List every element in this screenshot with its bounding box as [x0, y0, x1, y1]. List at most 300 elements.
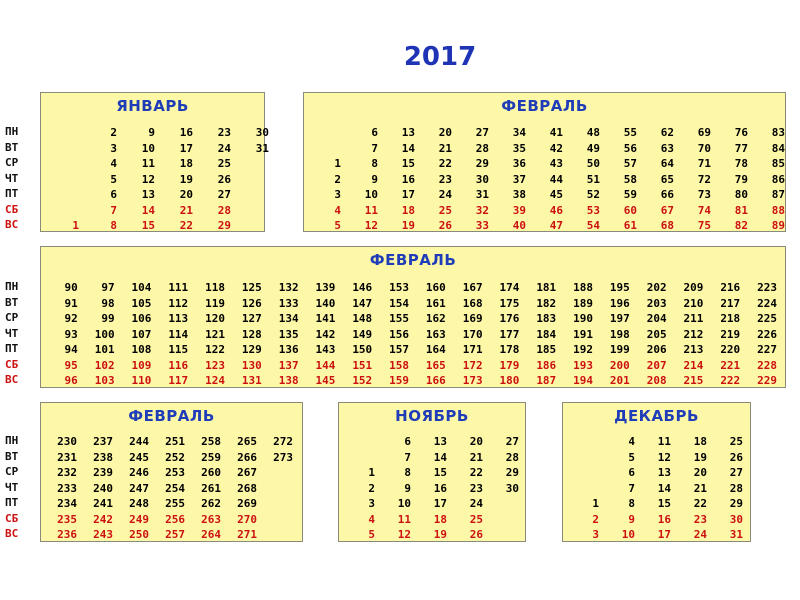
- day-cell: 136: [278, 343, 299, 356]
- day-cell: 1: [368, 466, 375, 479]
- day-label: ПН: [5, 434, 19, 447]
- day-cell: 22: [179, 219, 193, 232]
- day-label: ЧТ: [5, 171, 19, 185]
- day-cell: 2: [334, 172, 341, 186]
- day-cell: 179: [499, 358, 520, 372]
- day-cell: 26: [217, 172, 231, 186]
- day-cell: 143: [315, 343, 336, 356]
- day-cell: 19: [433, 528, 447, 541]
- day-cell: 172: [462, 358, 483, 372]
- day-cell: 10: [141, 141, 155, 155]
- day-cell: 28: [729, 481, 743, 495]
- day-cell: 18: [433, 512, 447, 526]
- day-cell: 49: [586, 141, 600, 155]
- day-cell: 240: [93, 481, 113, 495]
- day-cell: 18: [693, 435, 707, 448]
- day-cell: 8: [110, 219, 117, 232]
- day-cell: 235: [57, 512, 77, 526]
- day-label: СБ: [5, 511, 19, 525]
- day-cell: 15: [401, 157, 415, 170]
- day-cell: 166: [425, 374, 446, 387]
- day-cell: 80: [734, 188, 748, 201]
- day-cell: 48: [586, 126, 600, 139]
- day-cell: 165: [425, 358, 446, 372]
- day-cell: 20: [179, 188, 193, 201]
- day-cell: 23: [693, 512, 707, 526]
- day-cell: 205: [646, 327, 667, 341]
- day-cell: 4: [110, 157, 117, 170]
- day-cell: 17: [401, 188, 415, 201]
- month-box-february-2: [40, 246, 786, 388]
- day-cell: 163: [425, 327, 446, 341]
- month-title: ДЕКАБРЬ: [614, 407, 699, 425]
- day-cell: 92: [64, 312, 78, 325]
- day-cell: 227: [757, 343, 777, 356]
- day-cell: 25: [469, 512, 483, 526]
- day-cell: 249: [129, 512, 149, 526]
- day-cell: 18: [401, 203, 415, 217]
- day-cell: 43: [549, 157, 563, 170]
- day-cell: 31: [729, 528, 743, 541]
- day-cell: 132: [278, 281, 299, 294]
- day-cell: 101: [94, 343, 115, 356]
- day-cell: 129: [241, 343, 262, 356]
- day-cell: 216: [720, 281, 741, 294]
- day-cell: 84: [771, 141, 785, 155]
- day-cell: 26: [438, 219, 452, 232]
- day-cell: 117: [168, 374, 189, 387]
- day-cell: 111: [168, 281, 189, 294]
- day-cell: 82: [734, 219, 748, 232]
- day-cell: 178: [499, 343, 520, 356]
- day-cell: 81: [734, 203, 748, 217]
- day-label: СР: [5, 156, 19, 169]
- day-cell: 234: [57, 497, 77, 510]
- day-cell: 78: [734, 157, 748, 170]
- day-cell: 7: [404, 450, 411, 464]
- day-cell: 204: [646, 312, 667, 325]
- day-cell: 15: [433, 466, 447, 479]
- day-cell: 257: [165, 528, 185, 541]
- day-cell: 14: [433, 450, 447, 464]
- day-cell: 91: [64, 296, 78, 310]
- month-box-november: [338, 402, 526, 542]
- day-cell: 177: [499, 327, 520, 341]
- day-cell: 67: [660, 203, 674, 217]
- day-cell: 187: [536, 374, 557, 387]
- day-cell: 153: [389, 281, 409, 294]
- day-cell: 35: [512, 141, 526, 155]
- day-cell: 13: [141, 188, 155, 201]
- day-cell: 224: [757, 296, 777, 310]
- day-label: ВС: [5, 373, 19, 386]
- day-cell: 269: [237, 497, 257, 510]
- day-cell: 131: [241, 374, 262, 387]
- day-cell: 246: [129, 466, 149, 479]
- day-cell: 208: [646, 374, 667, 387]
- day-cell: 116: [168, 358, 189, 372]
- day-cell: 12: [397, 528, 411, 541]
- day-cell: 53: [586, 203, 600, 217]
- day-cell: 2: [368, 481, 375, 495]
- day-cell: 118: [205, 281, 225, 294]
- day-cell: 36: [512, 157, 526, 170]
- day-cell: 20: [693, 466, 707, 479]
- day-cell: 25: [438, 203, 452, 217]
- day-cell: 171: [462, 343, 483, 356]
- day-cell: 268: [237, 481, 257, 495]
- day-cell: 228: [757, 358, 777, 372]
- day-cell: 167: [462, 281, 483, 294]
- day-cell: 273: [273, 450, 293, 464]
- day-cell: 157: [389, 343, 409, 356]
- day-cell: 16: [657, 512, 671, 526]
- day-label: ПТ: [5, 187, 19, 200]
- day-cell: 10: [397, 497, 411, 510]
- day-cell: 114: [168, 327, 189, 341]
- day-cell: 6: [110, 188, 117, 201]
- day-cell: 238: [93, 450, 113, 464]
- day-cell: 147: [352, 296, 373, 310]
- day-cell: 212: [683, 327, 704, 341]
- day-cell: 15: [141, 219, 155, 232]
- day-cell: 128: [241, 327, 262, 341]
- day-label: ПН: [5, 280, 19, 293]
- day-cell: 1: [72, 219, 79, 232]
- day-cell: 19: [401, 219, 415, 232]
- day-cell: 14: [657, 481, 671, 495]
- day-cell: 37: [512, 172, 526, 186]
- day-cell: 254: [165, 481, 185, 495]
- month-title: ФЕВРАЛЬ: [501, 97, 588, 115]
- day-cell: 13: [433, 435, 447, 448]
- day-cell: 267: [237, 466, 257, 479]
- day-cell: 94: [64, 343, 78, 356]
- day-label: СБ: [5, 202, 19, 216]
- day-cell: 152: [352, 374, 373, 387]
- month-box-january: [40, 92, 269, 232]
- day-cell: 34: [512, 126, 526, 139]
- day-cell: 11: [364, 203, 378, 217]
- day-cell: 253: [165, 466, 185, 479]
- month-title: НОЯБРЬ: [395, 407, 469, 425]
- day-cell: 75: [697, 219, 711, 232]
- day-cell: 7: [628, 481, 635, 495]
- day-cell: 30: [475, 172, 489, 186]
- day-cell: 130: [241, 358, 262, 372]
- day-cell: 22: [469, 466, 483, 479]
- day-cell: 16: [401, 172, 415, 186]
- day-cell: 69: [697, 126, 711, 139]
- day-cell: 182: [536, 296, 557, 310]
- day-cell: 10: [621, 528, 635, 541]
- day-label: ВС: [5, 527, 19, 540]
- day-cell: 154: [389, 296, 409, 310]
- day-cell: 135: [278, 327, 299, 341]
- day-cell: 88: [771, 203, 785, 217]
- day-cell: 124: [205, 374, 225, 387]
- day-cell: 5: [334, 219, 341, 232]
- day-cell: 141: [315, 312, 336, 325]
- day-cell: 150: [352, 343, 373, 356]
- day-cell: 133: [278, 296, 299, 310]
- day-cell: 139: [315, 281, 336, 294]
- day-cell: 17: [179, 141, 193, 155]
- day-cell: 7: [110, 203, 117, 217]
- day-cell: 160: [425, 281, 446, 294]
- day-cell: 149: [352, 327, 373, 341]
- day-cell: 9: [404, 481, 411, 495]
- day-cell: 99: [101, 312, 115, 325]
- day-cell: 27: [475, 126, 489, 139]
- day-cell: 239: [93, 466, 113, 479]
- day-cell: 266: [237, 450, 257, 464]
- day-cell: 93: [64, 327, 78, 341]
- day-cell: 241: [93, 497, 113, 510]
- day-cell: 21: [693, 481, 707, 495]
- day-cell: 26: [729, 450, 743, 464]
- day-cell: 3: [368, 497, 375, 510]
- day-cell: 203: [646, 296, 667, 310]
- day-cell: 38: [512, 188, 526, 201]
- day-cell: 4: [334, 203, 341, 217]
- day-cell: 1: [334, 157, 341, 170]
- day-cell: 77: [734, 141, 748, 155]
- day-cell: 188: [573, 281, 593, 294]
- day-cell: 61: [623, 219, 637, 232]
- day-cell: 232: [57, 466, 77, 479]
- day-cell: 236: [57, 528, 77, 541]
- day-cell: 27: [217, 188, 231, 201]
- day-cell: 96: [64, 374, 78, 387]
- day-cell: 113: [168, 312, 189, 325]
- day-cell: 21: [438, 141, 452, 155]
- day-cell: 100: [94, 327, 115, 341]
- day-cell: 24: [438, 188, 452, 201]
- day-cell: 24: [469, 497, 483, 510]
- day-cell: 87: [771, 188, 785, 201]
- day-cell: 23: [438, 172, 452, 186]
- day-cell: 52: [586, 188, 600, 201]
- day-label: ВТ: [5, 449, 19, 463]
- day-cell: 207: [646, 358, 667, 372]
- day-cell: 29: [505, 466, 519, 479]
- day-cell: 186: [536, 358, 557, 372]
- day-cell: 151: [352, 358, 373, 372]
- day-label: ПТ: [5, 342, 19, 355]
- day-cell: 5: [368, 528, 375, 541]
- day-cell: 73: [697, 188, 711, 201]
- day-cell: 14: [401, 141, 415, 155]
- day-cell: 245: [129, 450, 149, 464]
- day-cell: 28: [505, 450, 519, 464]
- day-cell: 243: [93, 528, 113, 541]
- day-cell: 28: [475, 141, 489, 155]
- day-cell: 23: [469, 481, 483, 495]
- day-cell: 231: [57, 450, 77, 464]
- day-label: ПН: [5, 125, 19, 138]
- day-cell: 19: [693, 450, 707, 464]
- day-cell: 3: [334, 188, 341, 201]
- day-cell: 44: [549, 172, 563, 186]
- year-title: 2017: [403, 42, 477, 72]
- day-cell: 168: [462, 296, 483, 310]
- day-cell: 123: [205, 358, 225, 372]
- day-cell: 189: [573, 296, 593, 310]
- day-cell: 244: [129, 435, 149, 448]
- day-cell: 248: [129, 497, 149, 510]
- day-cell: 265: [237, 435, 257, 448]
- day-cell: 260: [201, 466, 221, 479]
- month-box-february-1: [303, 92, 786, 232]
- day-cell: 122: [205, 343, 225, 356]
- day-cell: 6: [628, 466, 635, 479]
- day-cell: 108: [131, 343, 152, 356]
- day-cell: 247: [129, 481, 149, 495]
- day-cell: 112: [168, 296, 189, 310]
- day-cell: 264: [201, 528, 221, 541]
- day-cell: 199: [609, 343, 630, 356]
- day-cell: 47: [549, 219, 563, 232]
- day-cell: 85: [771, 157, 785, 170]
- day-cell: 140: [315, 296, 336, 310]
- day-cell: 55: [623, 126, 637, 139]
- day-cell: 9: [148, 126, 155, 139]
- day-cell: 11: [657, 435, 671, 448]
- day-cell: 237: [93, 435, 113, 448]
- day-cell: 24: [693, 528, 707, 541]
- day-cell: 161: [425, 296, 446, 310]
- day-cell: 115: [168, 343, 189, 356]
- day-cell: 127: [241, 312, 262, 325]
- day-cell: 60: [623, 203, 637, 217]
- day-cell: 103: [94, 374, 115, 387]
- day-cell: 220: [720, 343, 741, 356]
- day-cell: 211: [683, 312, 704, 325]
- day-cell: 229: [757, 374, 777, 387]
- day-cell: 225: [757, 312, 777, 325]
- day-cell: 169: [462, 312, 483, 325]
- day-cell: 54: [586, 219, 600, 232]
- day-cell: 217: [720, 296, 741, 310]
- day-cell: 62: [660, 126, 674, 139]
- day-cell: 164: [425, 343, 446, 356]
- day-cell: 14: [141, 203, 155, 217]
- day-cell: 63: [660, 141, 674, 155]
- day-cell: 138: [278, 374, 299, 387]
- day-cell: 20: [469, 435, 483, 448]
- day-cell: 226: [757, 327, 777, 341]
- day-cell: 3: [110, 141, 117, 155]
- day-cell: 13: [657, 466, 671, 479]
- day-cell: 86: [771, 172, 785, 186]
- day-cell: 230: [57, 435, 77, 448]
- day-cell: 21: [179, 203, 193, 217]
- day-cell: 180: [499, 374, 520, 387]
- day-cell: 17: [433, 497, 447, 510]
- day-cell: 6: [371, 126, 378, 139]
- day-cell: 10: [364, 188, 378, 201]
- day-cell: 64: [660, 157, 674, 170]
- day-cell: 185: [536, 343, 557, 356]
- day-cell: 181: [536, 281, 557, 294]
- day-cell: 42: [549, 141, 563, 155]
- day-cell: 126: [241, 296, 262, 310]
- day-cell: 7: [371, 141, 378, 155]
- day-cell: 24: [217, 141, 231, 155]
- day-cell: 173: [462, 374, 483, 387]
- day-cell: 215: [683, 374, 704, 387]
- day-cell: 46: [549, 203, 563, 217]
- day-cell: 184: [536, 327, 557, 341]
- day-cell: 59: [623, 188, 637, 201]
- day-cell: 218: [720, 312, 741, 325]
- day-cell: 26: [469, 528, 483, 541]
- day-cell: 25: [217, 157, 231, 170]
- day-cell: 98: [101, 296, 115, 310]
- day-label: СБ: [5, 357, 19, 371]
- day-cell: 261: [201, 481, 221, 495]
- day-cell: 194: [573, 374, 593, 387]
- day-cell: 105: [131, 296, 152, 310]
- day-cell: 6: [404, 435, 411, 448]
- day-cell: 15: [657, 497, 671, 510]
- day-cell: 41: [549, 126, 563, 139]
- day-cell: 12: [657, 450, 671, 464]
- day-cell: 17: [657, 528, 671, 541]
- day-cell: 223: [757, 281, 777, 294]
- day-cell: 104: [131, 281, 152, 294]
- day-cell: 95: [64, 358, 78, 372]
- day-cell: 233: [57, 481, 77, 495]
- day-cell: 252: [165, 450, 185, 464]
- day-cell: 76: [734, 126, 748, 139]
- day-cell: 11: [397, 512, 411, 526]
- day-cell: 198: [609, 327, 630, 341]
- day-cell: 19: [179, 172, 193, 186]
- day-cell: 22: [693, 497, 707, 510]
- day-cell: 206: [646, 343, 667, 356]
- day-cell: 196: [609, 296, 630, 310]
- day-label: ПТ: [5, 496, 19, 509]
- day-cell: 68: [660, 219, 674, 232]
- day-cell: 57: [623, 157, 637, 170]
- day-cell: 33: [475, 219, 489, 232]
- day-cell: 89: [771, 219, 785, 232]
- day-cell: 156: [389, 327, 409, 341]
- day-cell: 16: [433, 481, 447, 495]
- day-cell: 30: [729, 512, 743, 526]
- day-cell: 29: [729, 497, 743, 510]
- day-cell: 74: [697, 203, 711, 217]
- day-cell: 190: [573, 312, 593, 325]
- day-cell: 21: [469, 450, 483, 464]
- day-cell: 13: [401, 126, 415, 139]
- month-title: ЯНВАРЬ: [116, 97, 189, 115]
- day-cell: 256: [165, 512, 185, 526]
- day-cell: 221: [720, 358, 741, 372]
- day-cell: 9: [371, 172, 378, 186]
- day-cell: 29: [217, 219, 231, 232]
- day-cell: 65: [660, 172, 674, 186]
- day-cell: 4: [368, 512, 375, 526]
- day-cell: 23: [217, 126, 231, 139]
- day-cell: 11: [141, 157, 155, 170]
- day-cell: 195: [609, 281, 630, 294]
- day-cell: 20: [438, 126, 452, 139]
- month-title: ФЕВРАЛЬ: [128, 407, 215, 425]
- day-cell: 71: [697, 157, 711, 170]
